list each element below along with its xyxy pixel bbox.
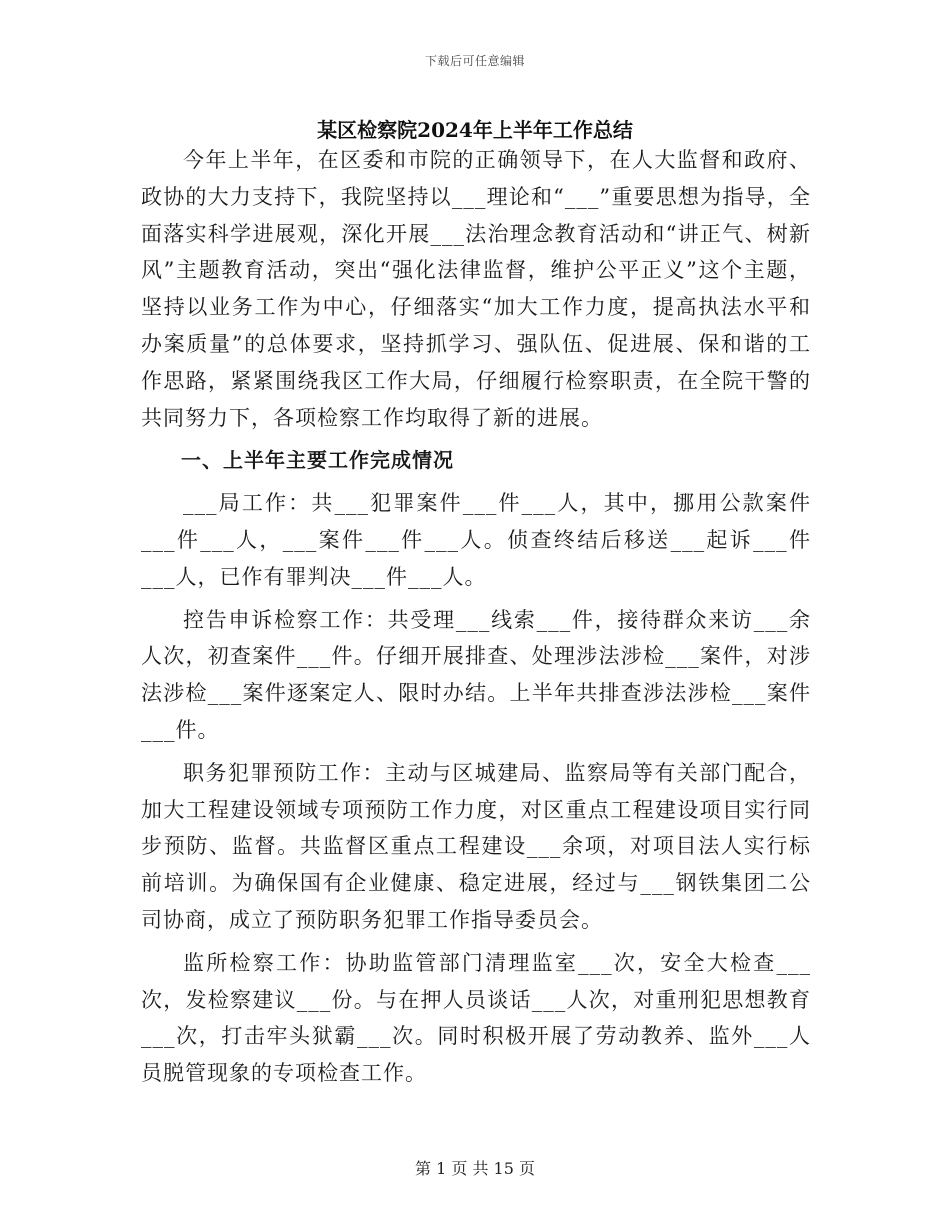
page-number: 第 1 页 共 15 页: [415, 1159, 535, 1178]
paragraph-prison-work: 监所检察工作：协助监管部门清理监室___次，安全大检查___次，发检察建议___份。与在押人员谈话___人次，对重刑犯思想教育___次，打击牢头狱霸___次。同时积极开展了劳动教养、监外___人员脱管现象的专项检查工作。: [141, 950, 811, 1086]
paragraph-bureau-work: ___局工作：共___犯罪案件___件___人，其中，挪用公款案件___件___人，___案件___件___人。侦查终结后移送___起诉___件___人，已作有罪判决___件___人。: [141, 491, 811, 589]
section-heading: 一、上半年主要工作完成情况: [181, 448, 454, 473]
page-header-note: 下载后可任意编辑: [424, 54, 525, 68]
paragraph-complaint-work: 控告申诉检察工作：共受理___线索___件，接待群众来访___余人次，初查案件___件。仔细开展排查、处理涉法涉检___案件，对涉法涉检___案件逐案定人、限时办结。上半年共排查涉法涉检___案件___件。: [141, 607, 811, 742]
document-body: [141, 142, 811, 1098]
paragraph-prevention-work: 职务犯罪预防工作：主动与区城建局、监察局等有关部门配合，加大工程建设领域专项预防工作力度，对区重点工程建设项目实行同步预防、监督。共监督区重点工程建设___余项，对项目法人实行标前培训。为确保国有企业健康、稳定进展，经过与___钢铁集团二公司协商，成立了预防职务犯罪工作指导委员会。: [141, 760, 811, 932]
document-title: 某区检察院2024年上半年工作总结: [317, 118, 633, 142]
paragraph-intro: 今年上半年，在区委和市院的正确领导下，在人大监督和政府、政协的大力支持下，我院坚持以___理论和“___”重要思想为指导，全面落实科学进展观，深化开展___法治理念教育活动和“讲正气、树新风”主题教育活动，突出“强化法律监督，维护公平正义”这个主题，坚持以业务工作为中心，仔细落实“加大工作力度，提高执法水平和办案质量”的总体要求，坚持抓学习、强队伍、促进展、保和谐的工作思路，紧紧围绕我区工作大局，仔细履行检察职责，在全院干警的共同努力下，各项检察工作均取得了新的进展。: [141, 148, 811, 430]
